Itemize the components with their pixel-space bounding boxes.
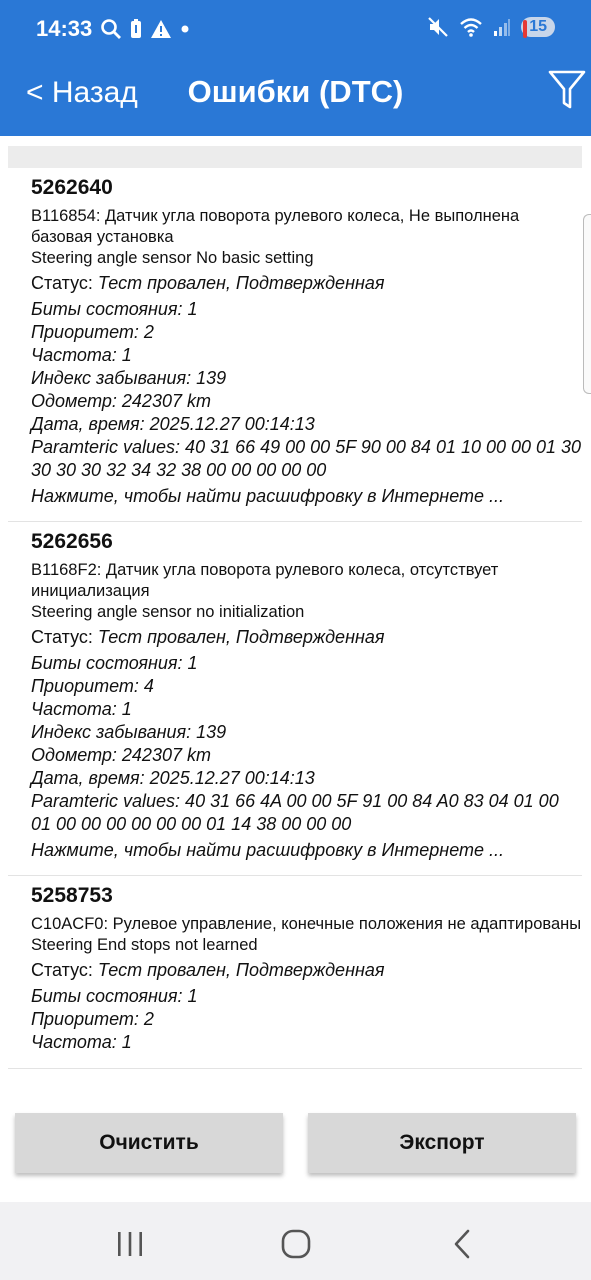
dtc-priority: Приоритет: 2 xyxy=(31,1009,154,1029)
dtc-datetime: Дата, время: 2025.12.27 00:14:13 xyxy=(31,414,315,434)
dtc-params: Paramteric values: 40 31 66 4A 00 00 5F 91 00 84 A0 83 04 01 00 01 00 00 00 00 00 00 01 14 38 00 00 00 xyxy=(31,791,559,834)
dtc-description-en: Steering End stops not learned xyxy=(31,936,258,954)
dtc-status-label: Статус: xyxy=(31,627,98,647)
dtc-forget-index: Индекс забывания: 139 xyxy=(31,368,227,388)
dtc-frequency: Частота: 1 xyxy=(31,345,132,365)
dtc-status-value: Тест провален, Подтвержденная xyxy=(97,627,385,647)
system-nav-bar xyxy=(0,1202,591,1280)
dtc-status-label: Статус: xyxy=(31,960,98,980)
dtc-status xyxy=(31,273,582,294)
app-toolbar xyxy=(0,60,591,136)
dot-icon xyxy=(180,24,190,34)
dtc-frequency: Частота: 1 xyxy=(31,699,132,719)
dtc-lookup-link[interactable]: Нажмите, чтобы найти расшифровку в Интернете ... xyxy=(31,486,505,506)
dtc-lookup-link[interactable]: Нажмите, чтобы найти расшифровку в Интернете ... xyxy=(31,840,505,860)
dtc-odometer: Одометр: 242307 km xyxy=(31,745,211,765)
dtc-status-value: Тест провален, Подтвержденная xyxy=(97,960,385,980)
filter-icon[interactable] xyxy=(547,68,587,112)
back-button[interactable]: < Назад xyxy=(26,76,138,109)
scrollbar-thumb[interactable] xyxy=(583,214,591,394)
dtc-items xyxy=(8,168,582,1069)
dtc-description-en: Steering angle sensor no initialization xyxy=(31,603,305,621)
dtc-odometer: Одометр: 242307 km xyxy=(31,391,211,411)
recent-apps-icon[interactable] xyxy=(110,1226,150,1262)
dtc-code: 5258753 xyxy=(31,884,113,907)
dtc-item[interactable] xyxy=(8,168,582,522)
dtc-code: 5262640 xyxy=(31,176,113,199)
action-bar xyxy=(0,1082,591,1202)
dtc-status-bits: Биты состояния: 1 xyxy=(31,299,198,319)
dtc-status-bits: Биты состояния: 1 xyxy=(31,986,198,1006)
status-time: 14:33 xyxy=(36,16,93,41)
dtc-frequency: Частота: 1 xyxy=(31,1032,132,1052)
dtc-description-ru: B116854: Датчик угла поворота рулевого колеса, Не выполнена базовая установка xyxy=(31,207,520,246)
dtc-status xyxy=(31,960,582,981)
dtc-status xyxy=(31,627,582,648)
battery-level: 15 xyxy=(521,17,555,37)
page-title: Ошибки (DTC) xyxy=(187,74,404,109)
back-icon[interactable] xyxy=(442,1226,482,1262)
dtc-status-label: Статус: xyxy=(31,273,98,293)
dtc-description-ru: C10ACF0: Рулевое управление, конечные положения не адаптированы xyxy=(31,915,582,933)
dtc-list[interactable] xyxy=(0,136,591,1082)
dtc-description-ru: B1168F2: Датчик угла поворота рулевого колеса, отсутствует инициализация xyxy=(31,561,499,600)
signal-icon xyxy=(493,17,511,37)
clear-button[interactable]: Очистить xyxy=(15,1113,283,1173)
dtc-status-value: Тест провален, Подтвержденная xyxy=(97,273,385,293)
wifi-icon xyxy=(459,16,483,38)
mute-icon xyxy=(427,16,449,38)
list-header-strip xyxy=(8,146,582,168)
export-button[interactable]: Экспорт xyxy=(308,1113,576,1173)
status-right-icons xyxy=(427,16,555,38)
dtc-status-bits: Биты состояния: 1 xyxy=(31,653,198,673)
dtc-params: Paramteric values: 40 31 66 49 00 00 5F 90 00 84 01 10 00 00 01 30 30 30 30 32 34 32 38 00 00 00 00 00 xyxy=(31,437,582,480)
dtc-priority: Приоритет: 4 xyxy=(31,676,154,696)
dtc-priority: Приоритет: 2 xyxy=(31,322,154,342)
dtc-datetime: Дата, время: 2025.12.27 00:14:13 xyxy=(31,768,315,788)
home-icon[interactable] xyxy=(276,1226,316,1262)
status-left-icons xyxy=(100,18,190,40)
dtc-code: 5262656 xyxy=(31,530,113,553)
dtc-forget-index: Индекс забывания: 139 xyxy=(31,722,227,742)
warning-icon xyxy=(150,19,172,39)
dtc-item[interactable] xyxy=(8,522,582,876)
status-bar xyxy=(0,0,591,60)
dtc-item[interactable] xyxy=(8,876,582,1069)
dtc-description-en: Steering angle sensor No basic setting xyxy=(31,249,314,267)
search-icon xyxy=(100,18,122,40)
battery-saver-icon xyxy=(130,19,142,39)
